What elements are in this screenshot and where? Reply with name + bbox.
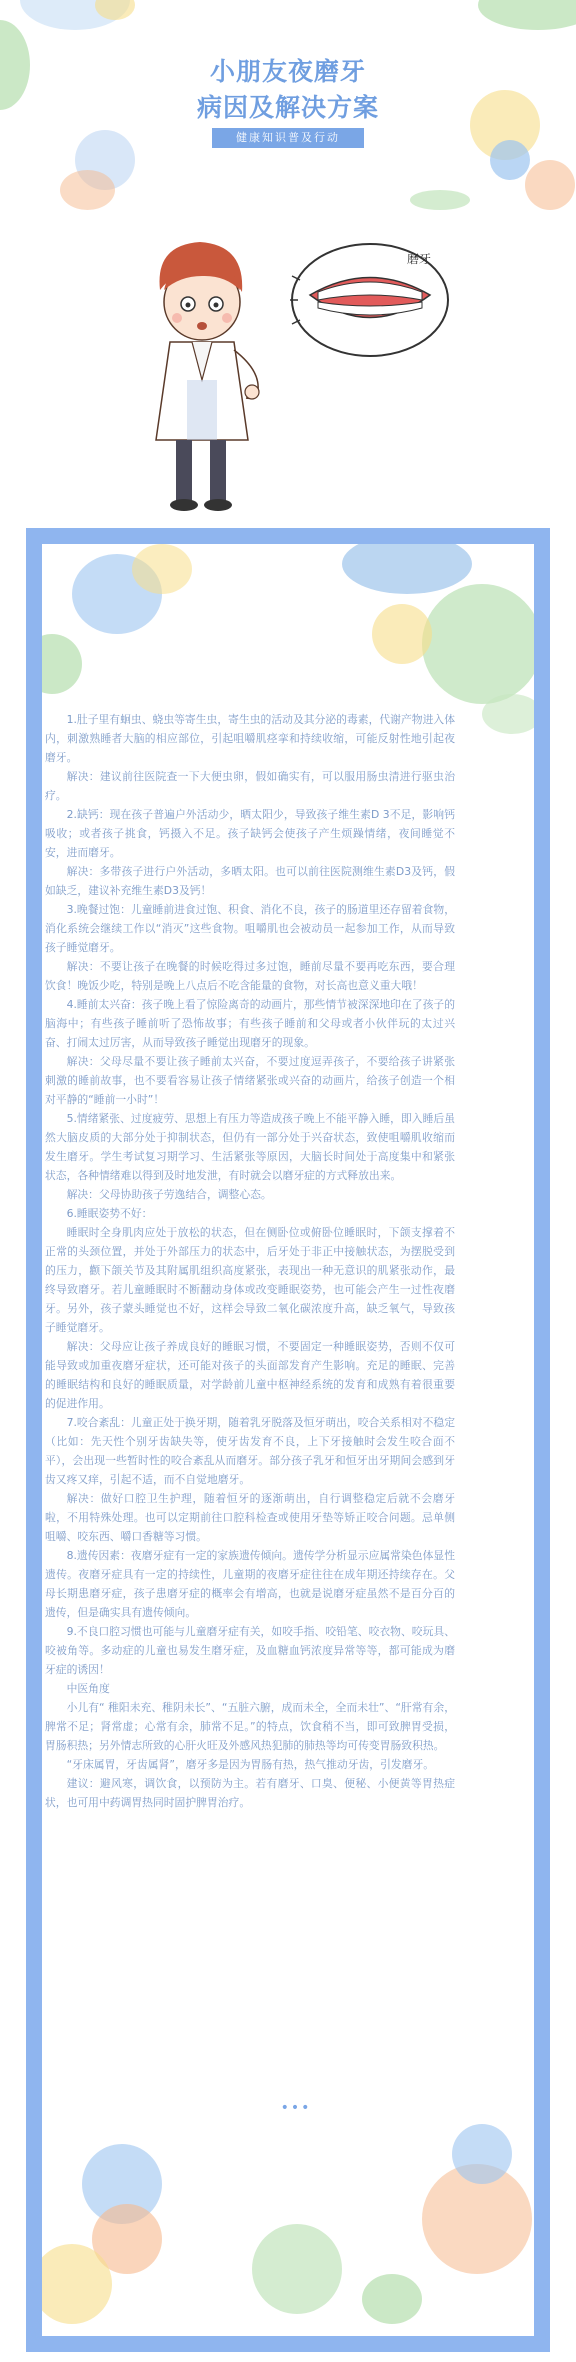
watercolor-blob bbox=[342, 544, 472, 594]
watercolor-blob bbox=[478, 0, 576, 30]
article-paragraph: 2.缺钙：现在孩子普遍户外活动少，晒太阳少，导致孩子维生素D 3不足，影响钙吸收；或者孩子挑食，钙摄入不足。孩子缺钙会使孩子产生烦躁情绪，夜间睡觉不安，进而磨牙。 bbox=[45, 808, 455, 859]
page-title-line2: 病因及解决方案 bbox=[196, 93, 379, 122]
watercolor-blob bbox=[60, 170, 115, 210]
watercolor-blob bbox=[372, 604, 432, 664]
article-paragraph: 解决：父母尽量不要让孩子睡前太兴奋，不要过度逗弄孩子，不要给孩子讲紧张刺激的睡前故事，也不要看容易让孩子情绪紧张或兴奋的动画片，给孩子创造一个相对平静的“睡前一小时”！ bbox=[45, 1055, 455, 1106]
article-paragraph: 解决：建议前往医院查一下大便虫卵，假如确实有，可以服用肠虫清进行驱虫治疗。 bbox=[45, 770, 455, 802]
watercolor-blob bbox=[252, 2224, 342, 2314]
more-dots: ••• bbox=[280, 2100, 312, 2116]
page-title-line1: 小朋友夜磨牙 bbox=[209, 57, 366, 86]
article-paragraph: 1.肚子里有蛔虫、蛲虫等寄生虫，寄生虫的活动及其分泌的毒素，代谢产物进入体内，刺激熟睡者大脑的相应部位，引起咀嚼肌痉挛和持续收缩，可能反射性地引起夜磨牙。 bbox=[45, 713, 455, 764]
watercolor-blob bbox=[42, 2244, 112, 2324]
article-paragraph: 解决：多带孩子进行户外活动，多晒太阳。也可以前往医院测维生素D3及钙，假如缺乏，建议补充维生素D3及钙！ bbox=[45, 865, 455, 897]
article-paragraph: 小儿有“ 稚阳未充、稚阴未长”、“五脏六腑，成而未全，全而未壮”、“肝常有余，脾常不足；肾常虚；心常有余，肺常不足。”的特点，饮食稍不当，即可致脾胃受损，胃肠积热；另外情志所致的心肝火旺及外感风热犯肺的肺热等均可传变胃肠致积热。 bbox=[45, 1701, 455, 1752]
article-paragraph: 4.睡前太兴奋：孩子晚上看了惊险离奇的动画片，那些情节被深深地印在了孩子的脑海中；有些孩子睡前听了恐怖故事；有些孩子睡前和父母或者小伙伴玩的太过兴奋、打闹太过厉害，从而导致孩子睡觉出现磨牙的现象。 bbox=[45, 998, 455, 1049]
article-paragraph: 建议：避风寒，调饮食，以预防为主。若有磨牙、口臭、便秘、小便黄等胃热症状，也可用中药调胃热同时固护脾胃治疗。 bbox=[45, 1777, 455, 1809]
doctor-illustration bbox=[130, 230, 280, 520]
subtitle-badge: 健康知识普及行动 bbox=[212, 128, 364, 148]
article-paragraph: 7.咬合紊乱：儿童正处于换牙期，随着乳牙脱落及恒牙萌出，咬合关系相对不稳定（比如：先天性个别牙齿缺失等，使牙齿发育不良，上下牙接触时会发生咬合面不平），会出现一些暂时性的咬合紊乱从而磨牙。部分孩子乳牙和恒牙出牙期间会感到牙齿又疼又痒，引起不适，而不自觉地磨牙。 bbox=[45, 1416, 455, 1486]
article-paragraph: 6.睡眠姿势不好： bbox=[66, 1207, 153, 1220]
watercolor-blob bbox=[490, 140, 530, 180]
watercolor-blob bbox=[452, 2124, 512, 2184]
watercolor-blob bbox=[362, 2274, 422, 2324]
watercolor-blob bbox=[42, 634, 82, 694]
article-paragraph: 8.遗传因素：夜磨牙症有一定的家族遗传倾向。遗传学分析显示应属常染色体显性遗传。夜磨牙症具有一定的持续性，儿童期的夜磨牙症往往在成年期还持续存在。父母长期患磨牙症，孩子患磨牙症的概率会有增高，也就是说磨牙症虽然不是百分百的遗传，但是确实具有遗传倾向。 bbox=[45, 1549, 455, 1619]
article-paragraph: “牙床属胃，牙齿属肾”，磨牙多是因为胃肠有热，热气推动牙齿，引发磨牙。 bbox=[66, 1758, 435, 1771]
watercolor-blob bbox=[525, 160, 575, 210]
watercolor-blob bbox=[422, 584, 534, 704]
article-paragraph: 5.情绪紧张、过度疲劳、思想上有压力等造成孩子晚上不能平静入睡，即入睡后虽然大脑皮质的大部分处于抑制状态，但仍有一部分处于兴奋状态，致使咀嚼肌收缩而发生磨牙。学生考试复习期学习、生活紧张等原因，大脑长时间处于高度集中和紧张状态，各种情绪难以得到及时地发泄，有时就会以磨牙症的方式释放出来。 bbox=[45, 1112, 455, 1182]
grinding-label: 磨牙 bbox=[407, 252, 432, 266]
article-paragraph: 解决：不要让孩子在晚餐的时候吃得过多过饱，睡前尽量不要再吃东西，要合理饮食！晚饭少吃，特别是晚上八点后不吃含能量的食物，对长高也意义重大哦！ bbox=[45, 960, 455, 992]
article-paragraph: 3.晚餐过饱：儿童睡前进食过饱、积食、消化不良，孩子的肠道里还存留着食物，消化系统会继续工作以“消灭”这些食物。咀嚼肌也会被动员一起参加工作，从而导致孩子睡觉磨牙。 bbox=[45, 903, 455, 954]
article-body bbox=[45, 710, 455, 1812]
article-paragraph: 9.不良口腔习惯也可能与儿童磨牙症有关，如咬手指、咬铅笔、咬衣物、咬玩具、咬被角等。多动症的儿童也易发生磨牙症，及血糖血钙浓度异常等等，都可能成为磨牙症的诱因！ bbox=[45, 1625, 455, 1676]
article-paragraph: 解决：父母协助孩子劳逸结合，调整心态。 bbox=[66, 1188, 272, 1201]
article-paragraph: 解决：父母应让孩子养成良好的睡眠习惯，不要固定一种睡眠姿势，否则不仅可能导致或加重夜磨牙症状，还可能对孩子的头面部发育产生影响。充足的睡眠、完善的睡眠结构和良好的睡眠质量，对学龄前儿童中枢神经系统的发育和成熟有着很重要的促进作用。 bbox=[45, 1340, 455, 1410]
article-paragraph: 解决：做好口腔卫生护理，随着恒牙的逐渐萌出，自行调整稳定后就不会磨牙啦，不用特殊处理。也可以定期前往口腔科检查或使用牙垫等矫正咬合问题。忌单侧咀嚼、咬东西、嚼口香糖等习惯。 bbox=[45, 1492, 455, 1543]
watercolor-blob bbox=[132, 544, 192, 594]
watercolor-blob bbox=[410, 190, 470, 210]
article-paragraph: 中医角度 bbox=[66, 1682, 110, 1695]
header-banner bbox=[0, 0, 576, 520]
article-paragraph: 睡眠时全身肌肉应处于放松的状态，但在侧卧位或俯卧位睡眠时，下颌支撑着不正常的头颈位置，并处于外部压力的状态中，后牙处于非正中接触状态，为摆脱受到的压力，颧下颌关节及其附属肌组织高度紧张，表现出一种无意识的肌紧张动作，最终导致磨牙。若儿童睡眠时不断翻动身体或改变睡眠姿势，也可能会产生一过性夜磨牙。另外，孩子蒙头睡觉也不好，这样会导致二氧化碳浓度升高，缺乏氧气，导致孩子睡觉磨牙。 bbox=[45, 1226, 455, 1334]
watercolor-blob bbox=[482, 694, 534, 734]
